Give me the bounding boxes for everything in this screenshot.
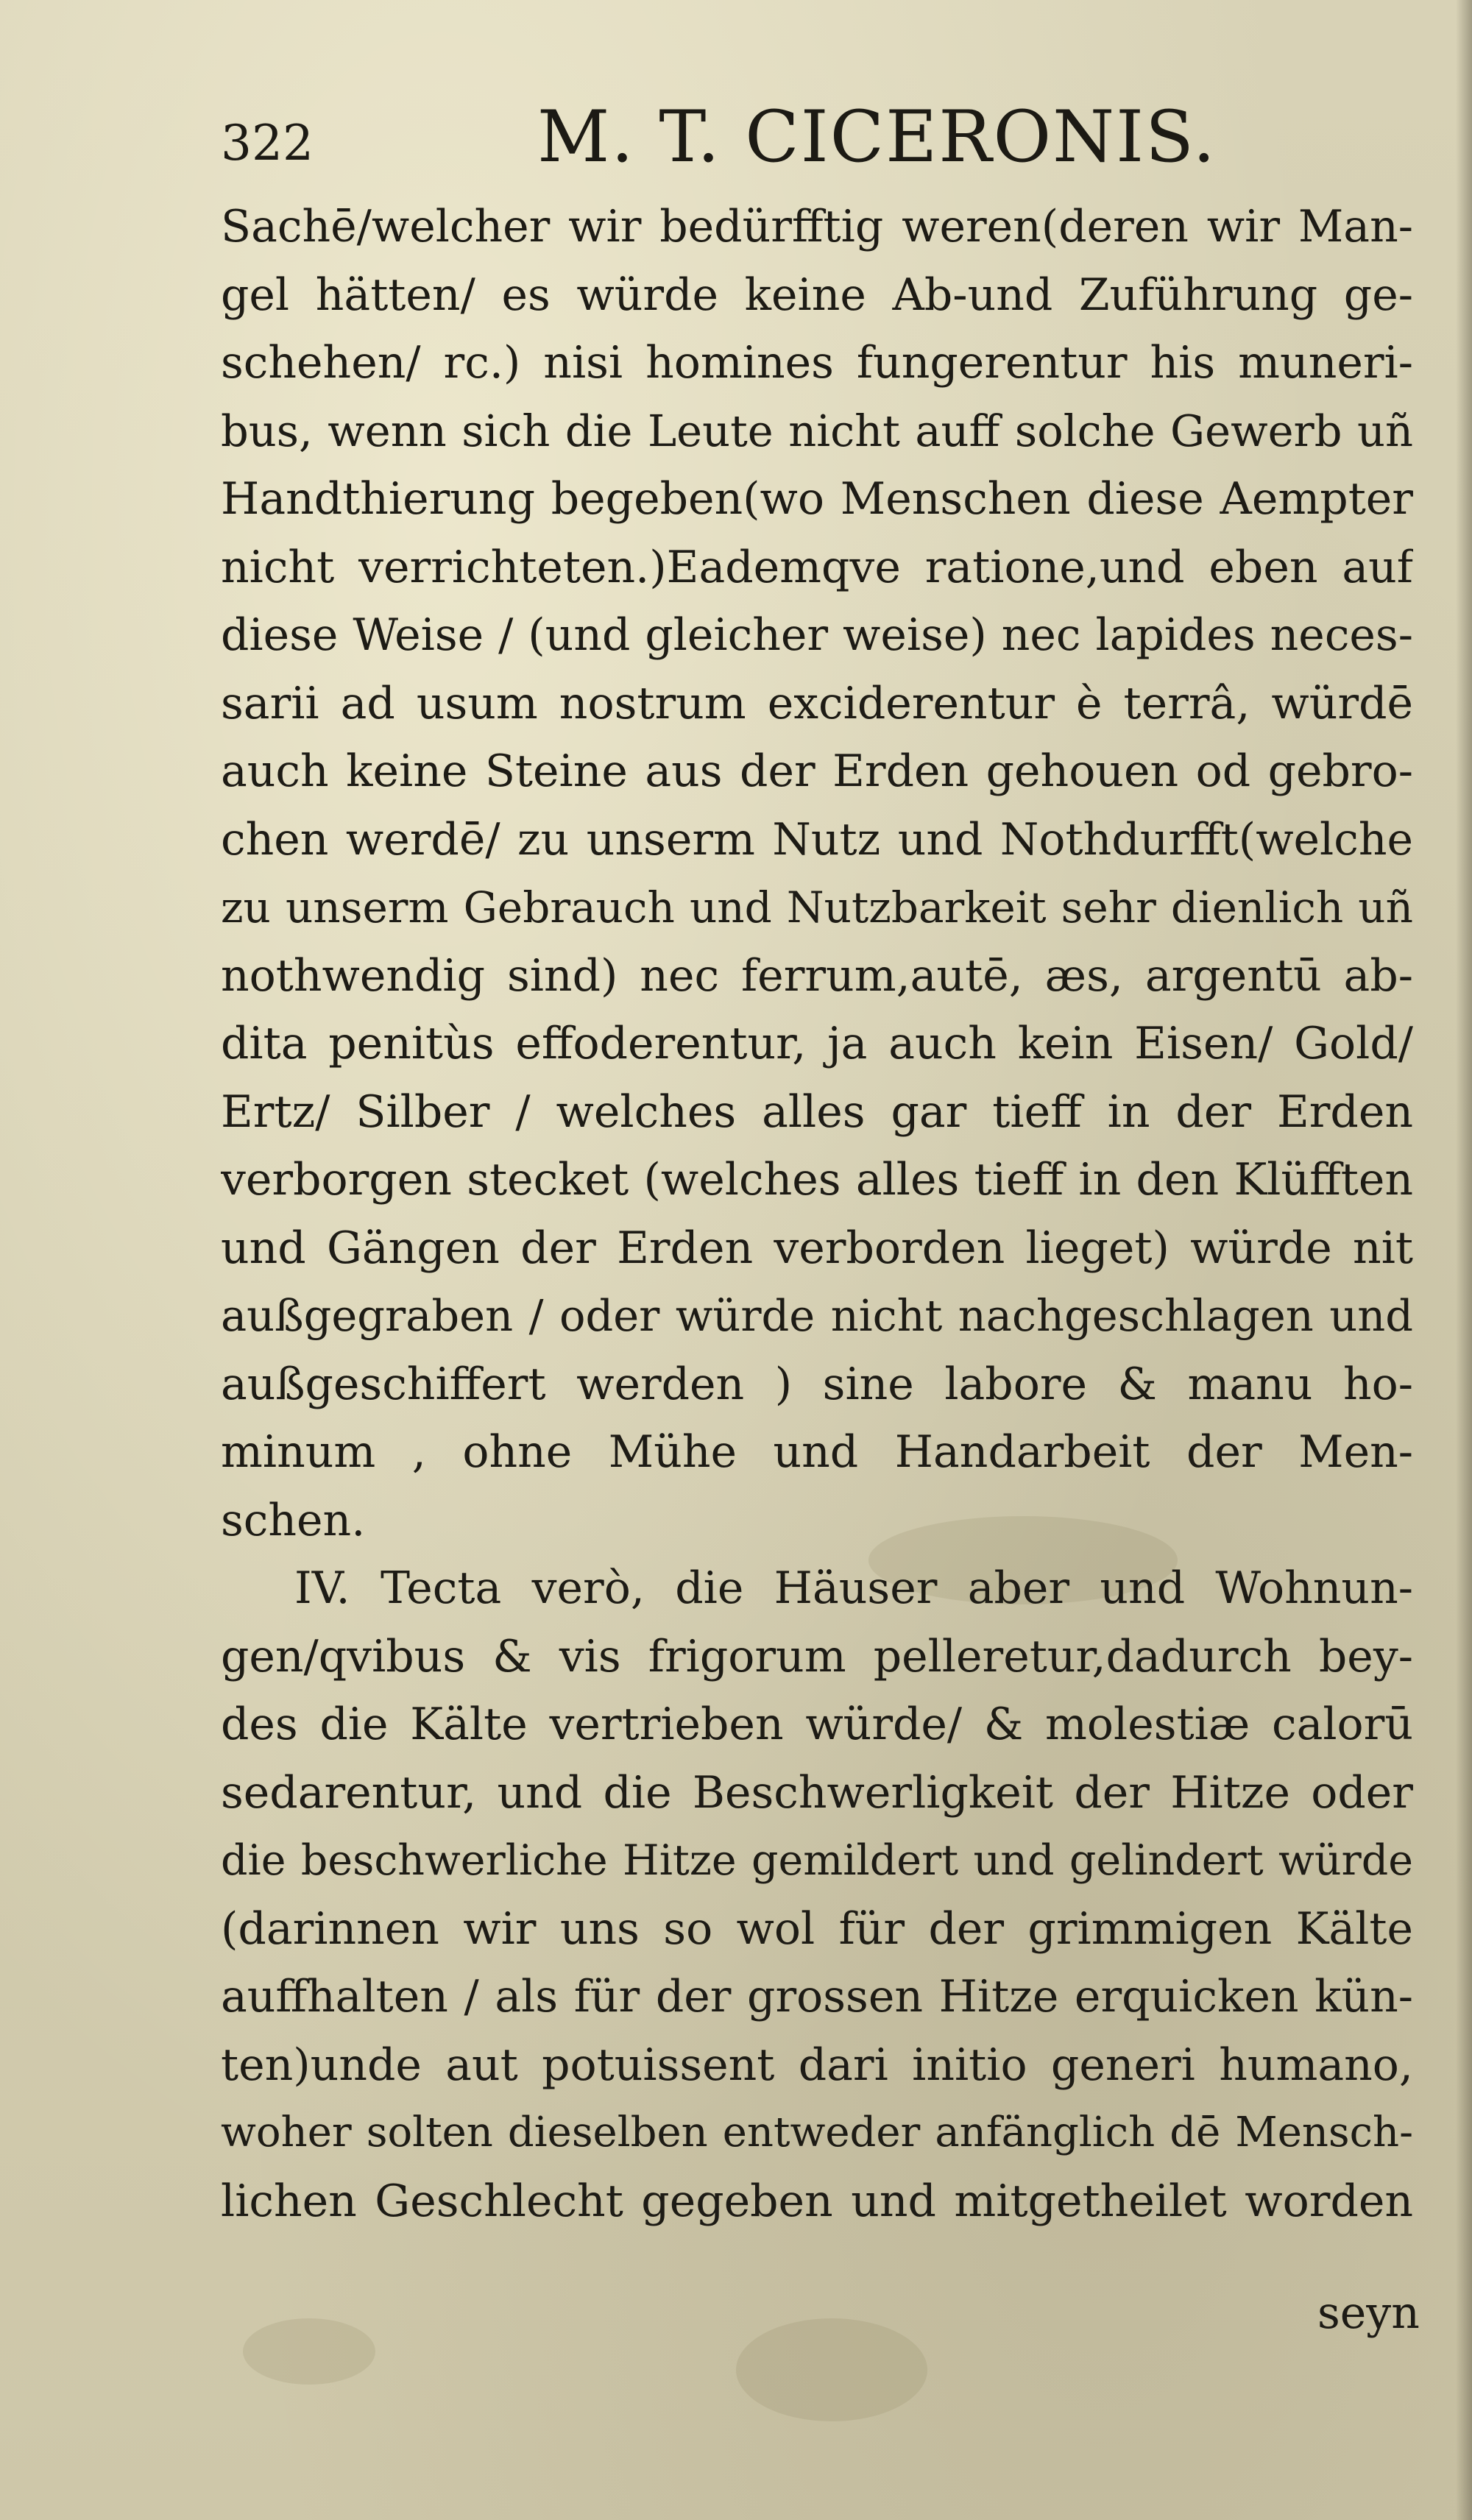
text-line: lichen Geschlecht gegeben und mitgetheilet worden [221, 2175, 1413, 2227]
text-line: minum , ohne Mühe und Handarbeit der Men- [221, 1426, 1413, 1478]
text-line: sedarentur, und die Beschwerligkeit der Hitze oder [221, 1766, 1413, 1819]
text-block [221, 193, 1413, 2235]
text-line: Sachē/welcher wir bedürfftig weren(deren wir Man- [221, 201, 1413, 252]
section-line: IV. Tecta verò, die Häuser aber und Wohnun- [294, 1562, 1413, 1614]
page-edge-shadow [1456, 0, 1472, 2520]
text-line: außgeschiffert werden ) sine labore & manu ho- [221, 1358, 1413, 1410]
text-line: zu unserm Gebrauch und Nutzbarkeit sehr dienlich uñ [221, 882, 1413, 932]
text-line: nothwendig sind) nec ferrum,autē, æs, argentū ab- [221, 949, 1413, 1002]
catchword: seyn [1317, 2287, 1420, 2339]
text-line: dita penitùs effoderentur, ja auch kein Eisen/ Gold/ [221, 1018, 1413, 1069]
text-line: diese Weise / (und gleicher weise) nec lapides neces- [221, 609, 1413, 661]
text-line: Handthierung begeben(wo Menschen diese Aempter [221, 473, 1413, 525]
text-line: chen werdē/ zu unserm Nutz und Nothdurfft(welche [221, 813, 1413, 866]
text-line: schehen/ rc.) nisi homines fungerentur his muneri- [221, 337, 1413, 389]
page-number: 322 [221, 115, 314, 171]
running-title: M. T. CICERONIS. [537, 96, 1217, 178]
text-line: Ertz/ Silber / welches alles gar tieff in der Erden [221, 1086, 1413, 1138]
text-line: (darinnen wir uns so wol für der grimmigen Kälte [221, 1903, 1413, 1955]
paper-stain [243, 2318, 375, 2385]
paper-stain [736, 2318, 927, 2421]
text-line: sarii ad usum nostrum exciderentur è terrâ, würdē [221, 677, 1413, 729]
text-line: gen/qvibus & vis frigorum pelleretur,dadurch bey- [221, 1630, 1413, 1682]
text-line: ten)unde aut potuissent dari initio generi humano, [221, 2039, 1413, 2091]
text-line: die beschwerliche Hitze gemildert und gelindert würde [221, 1836, 1413, 1885]
text-line: auch keine Steine aus der Erden gehouen od gebro- [221, 746, 1413, 797]
text-line: bus, wenn sich die Leute nicht auff solche Gewerb uñ [221, 405, 1413, 456]
text-line: außgegraben / oder würde nicht nachgeschlagen und [221, 1290, 1413, 1341]
text-line: schen. [221, 1494, 366, 1546]
text-line: woher solten dieselben entweder anfänglich dē Mensch- [221, 2109, 1413, 2156]
text-line: und Gängen der Erden verborden lieget) würde nit [221, 1222, 1413, 1274]
page-header [221, 88, 1325, 184]
text-line: verborgen stecket (welches alles tieff in den Klüfften [221, 1154, 1413, 1206]
text-line: des die Kälte vertrieben würde/ & molestiæ calorū [221, 1699, 1413, 1750]
text-line: auffhalten / als für der grossen Hitze erquicken kün- [221, 1971, 1413, 2022]
text-line: gel hätten/ es würde keine Ab-und Zuführung ge- [221, 269, 1413, 321]
text-line: nicht verrichteten.)Eademqve ratione,und eben auf [221, 541, 1413, 593]
